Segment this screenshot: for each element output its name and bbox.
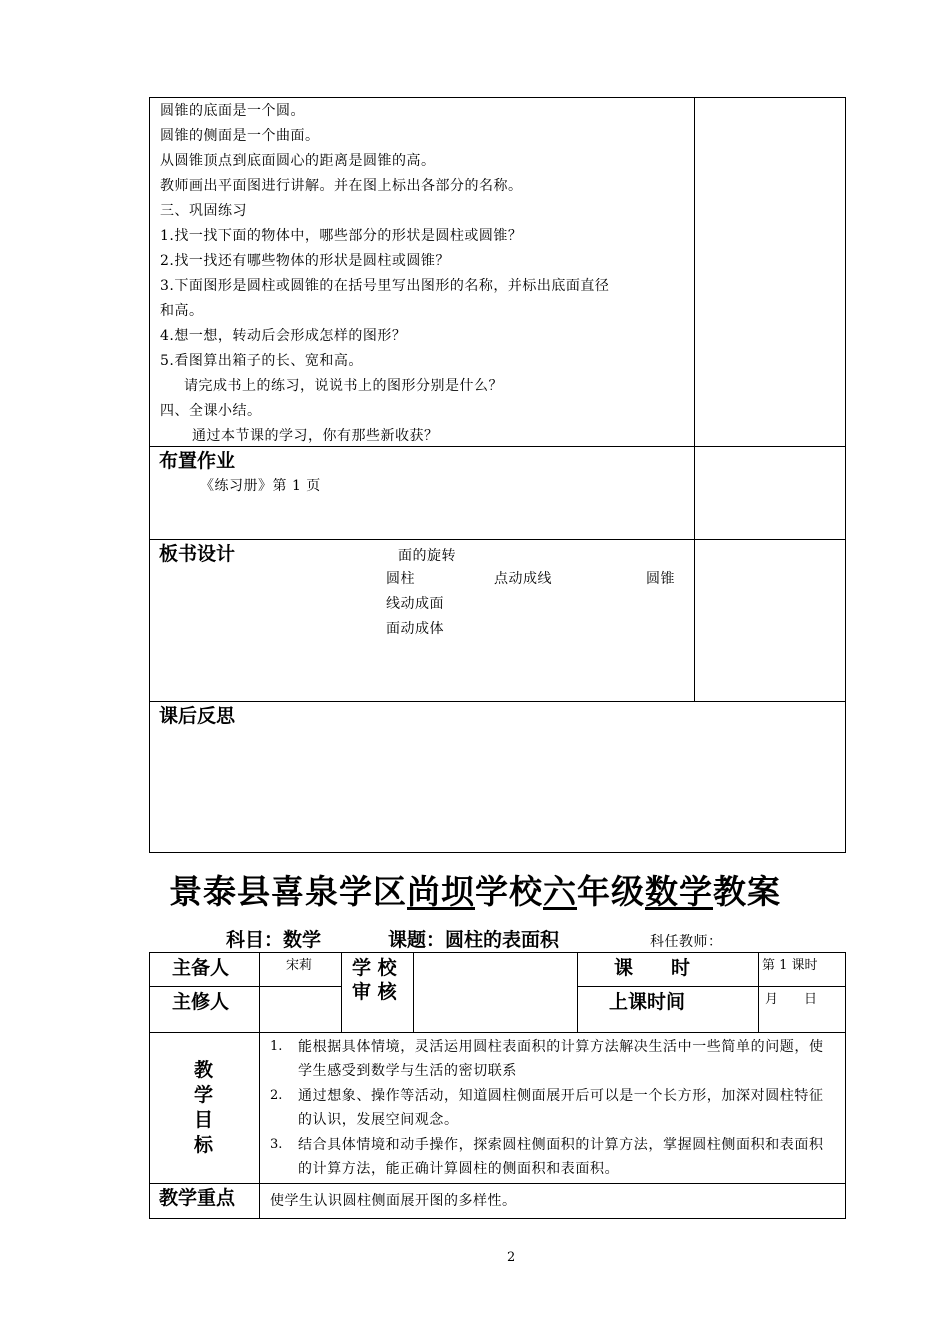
key-point-text: 使学生认识圆柱侧面展开图的多样性。 — [270, 1193, 517, 1209]
topic-label: 课题：圆柱的表面积 — [388, 929, 560, 951]
subject-label: 科目：数学 — [226, 929, 322, 951]
content-line: 1.找一找下面的物体中，哪些部分的形状是圆柱或圆锥？ — [160, 228, 523, 244]
content-line: 通过本节课的学习，你有那些新收获？ — [192, 428, 439, 444]
content-line: 从圆锥顶点到底面圆心的距离是圆锥的高。 — [160, 153, 436, 169]
goal-text: 能根据具体情境，灵活运用圆柱表面积的计算方法解决生活中一些简单的问题，使学生感受到数学与生活的密切联系 — [298, 1039, 824, 1079]
lower-row-divider — [149, 1183, 846, 1184]
board-line: 面动成体 — [386, 621, 444, 637]
goal-text: 结合具体情境和动手操作，探索圆柱侧面积的计算方法，掌握圆柱侧面积和表面积的计算方法，能正确计算圆柱的侧面积和表面积。 — [298, 1137, 824, 1177]
reviser-label: 主修人 — [172, 991, 230, 1013]
school-review-label: 学 校 — [352, 957, 397, 979]
content-line: 三、巩固练习 — [160, 203, 247, 219]
content-line: 请完成书上的练习，说说书上的图形分别是什么？ — [184, 378, 503, 394]
class-time-label: 上课时间 — [609, 991, 686, 1013]
row-divider-reflection — [149, 701, 846, 702]
goal-number: 2. — [270, 1088, 283, 1103]
goals-label: 教 — [194, 1059, 214, 1081]
lower-row-divider — [149, 986, 341, 987]
key-point-label: 教学重点 — [159, 1187, 236, 1209]
reflection-heading: 课后反思 — [159, 705, 236, 727]
content-line: 圆锥的底面是一个圆。 — [160, 103, 305, 119]
homework-text: 《练习册》第 1 页 — [200, 478, 321, 494]
content-line: 教师画出平面图进行讲解。并在图上标出各部分的名称。 — [160, 178, 523, 194]
lower-col-divider — [341, 952, 342, 1032]
main-prep-label: 主备人 — [172, 957, 230, 979]
class-time-value: 月 日 — [765, 992, 818, 1007]
lower-col-divider — [413, 952, 414, 1032]
lower-row-divider — [577, 986, 846, 987]
content-line: 4.想一想，转动后会形成怎样的图形？ — [160, 328, 407, 344]
row-divider-board — [149, 539, 846, 540]
goal-number: 1. — [270, 1039, 283, 1054]
goals-label: 标 — [194, 1134, 214, 1156]
period-label: 课 时 — [614, 957, 691, 979]
document-title: 景泰县喜泉学区尚坝学校六年级数学教案 — [169, 872, 781, 911]
content-line: 2.找一找还有哪些物体的形状是圆柱或圆锥？ — [160, 253, 450, 269]
goal-number: 3. — [270, 1137, 283, 1152]
board-line: 线动成面 — [386, 596, 444, 612]
content-line: 5.看图算出箱子的长、宽和高。 — [160, 353, 363, 369]
goals-label: 学 — [194, 1084, 214, 1106]
period-value: 第 1 课时 — [762, 958, 818, 973]
content-line: 四、全课小结。 — [160, 403, 262, 419]
teacher-label: 科任教师： — [650, 934, 723, 950]
page-number: 2 — [507, 1250, 516, 1265]
school-review-label: 审 核 — [352, 981, 397, 1003]
goal-text: 通过想象、操作等活动，知道圆柱侧面展开后可以是一个长方形，加深对圆柱特征的认识，发展空间观念。 — [298, 1088, 824, 1128]
board-line: 点动成线 — [494, 571, 552, 587]
content-line: 和高。 — [160, 303, 204, 319]
homework-heading: 布置作业 — [159, 450, 236, 472]
goals-label: 目 — [194, 1109, 214, 1131]
content-line: 圆锥的侧面是一个曲面。 — [160, 128, 320, 144]
lower-col-divider — [577, 952, 578, 1032]
main-prep-value: 宋莉 — [286, 958, 313, 973]
lower-row-divider — [149, 1032, 846, 1033]
lower-col-divider — [259, 952, 260, 1219]
board-line: 圆柱 — [386, 571, 415, 587]
lower-col-divider — [758, 952, 759, 1032]
content-line: 3.下面图形是圆柱或圆锥的在括号里写出图形的名称，并标出底面直径 — [160, 278, 610, 294]
board-line: 圆锥 — [646, 571, 675, 587]
board-design-heading: 板书设计 — [159, 543, 236, 565]
board-line: 面的旋转 — [398, 548, 456, 564]
upper-table-column-divider — [694, 97, 695, 701]
